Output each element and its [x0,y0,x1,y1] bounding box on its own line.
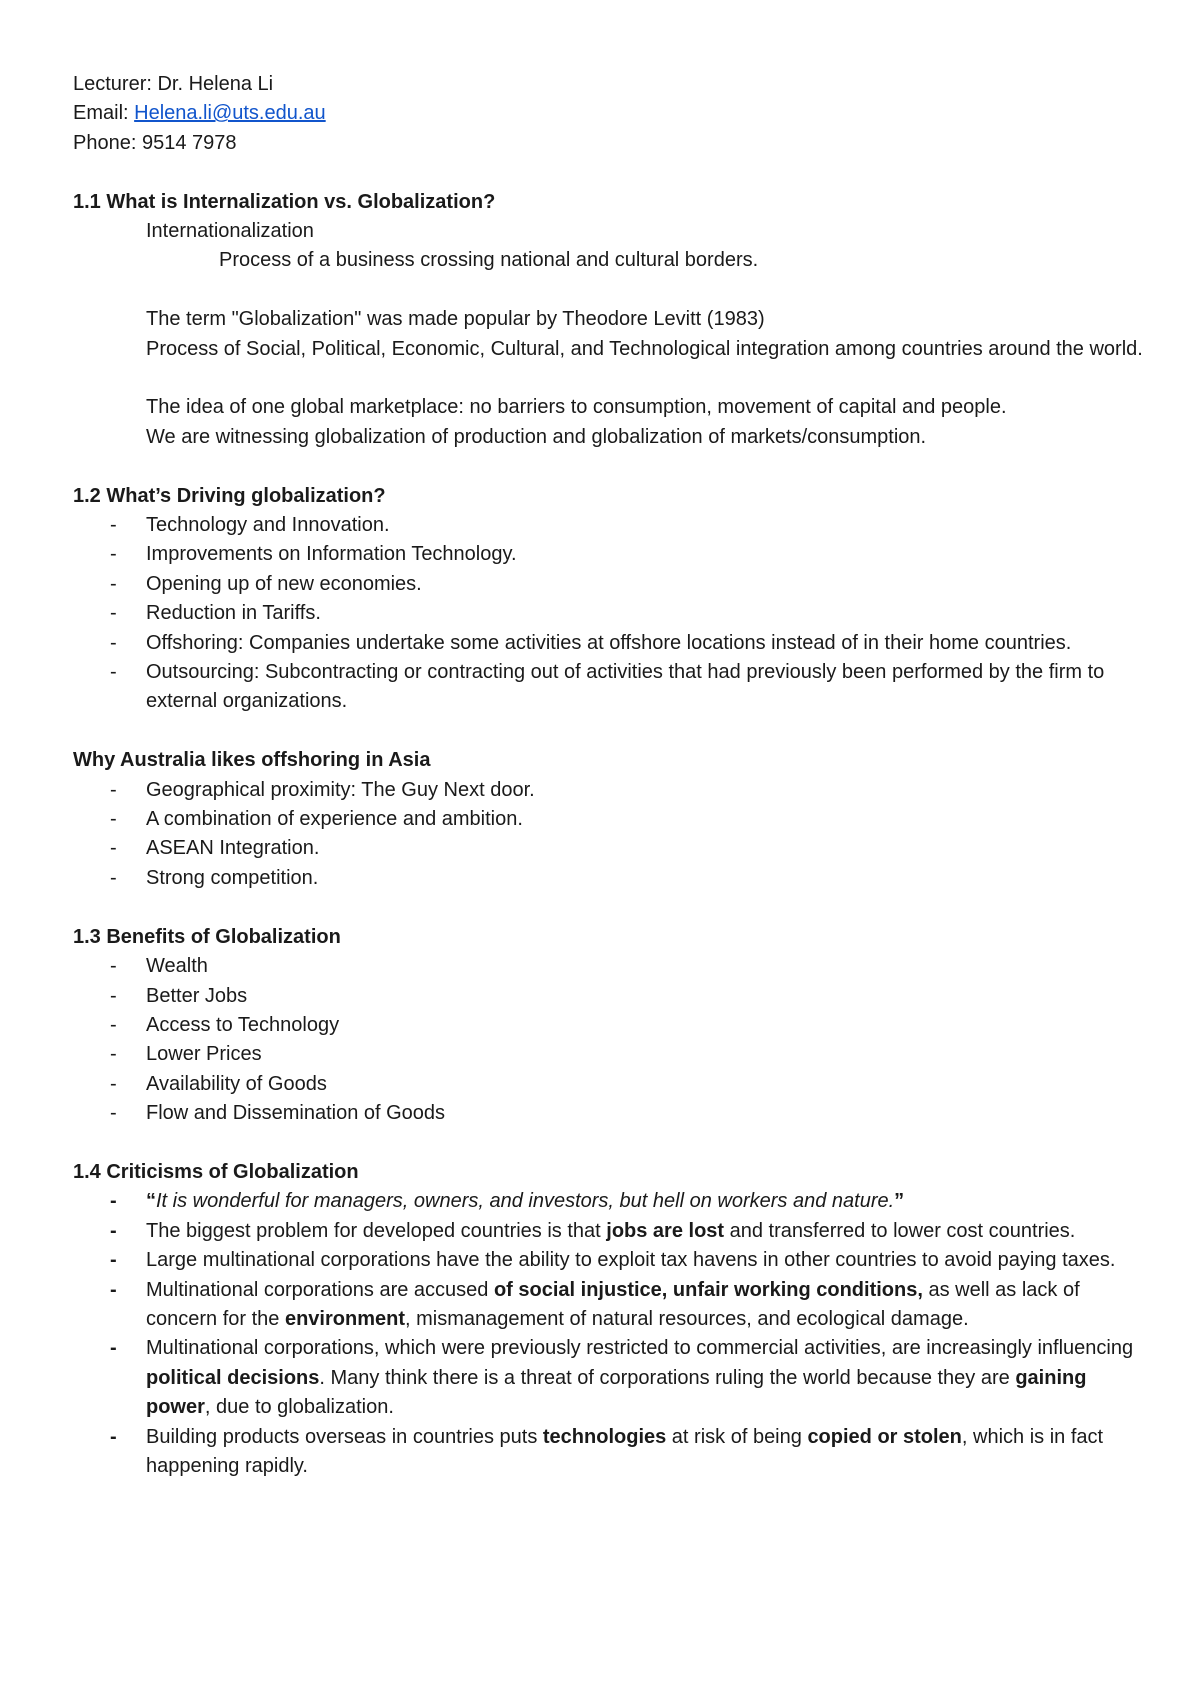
list-item: - Large multinational corporations have the ability to exploit tax havens in other countries to avoid paying taxes. [73,1246,1153,1275]
internationalization-definition: Process of a business crossing national and cultural borders. [219,249,759,272]
list-item: - Improvements on Information Technology. [73,540,1153,569]
document-body [73,70,1153,1481]
list-item [73,1187,1153,1216]
text-run: . Many think there is a threat of corporations ruling the world because they are [319,1366,1016,1389]
spacer [73,364,1153,393]
email-link[interactable]: Helena.li@uts.edu.au [134,102,326,125]
spacer [73,717,1153,746]
list-item: - Better Jobs [73,982,1153,1011]
spacer [73,893,1153,922]
section-1-4-heading: 1.4 Criticisms of Globalization [73,1160,359,1183]
text-run: as well as lack of concern for the [146,1278,1080,1330]
list-item: - Access to Technology [73,1011,1153,1040]
section-1-3-heading: 1.3 Benefits of Globalization [73,925,341,948]
quote-text: It is wonderful for managers, owners, and investors, but hell on workers and nature. [156,1190,895,1213]
emphasis: gaining power [146,1366,1087,1419]
list-item: - A combination of experience and ambition. [73,805,1153,834]
lecturer-line: Lecturer: Dr. Helena Li [73,73,274,95]
emphasis: technologies [542,1425,667,1448]
emphasis: environment [284,1307,405,1330]
text-run: at risk of being [666,1425,808,1448]
list-item: - Technology and Innovation. [73,511,1153,540]
text-run: , which is in fact happening rapidly. [146,1425,1104,1477]
quote-open-mark: “ [146,1190,156,1213]
text-run: Multinational corporations are accused [146,1278,494,1301]
list-item [73,1423,1153,1482]
text-run: and transferred to lower cost countries. [724,1219,1076,1242]
section-1-2-heading: 1.2 What’s Driving globalization? [73,484,386,507]
spacer [73,158,1153,187]
spacer [73,276,1153,305]
section-1-1-heading: 1.1 What is Internalization vs. Globalization? [73,190,496,213]
list-item: - Availability of Goods [73,1070,1153,1099]
text-run: Multinational corporations, which were previously restricted to commercial activities, are increasingly influencing [146,1337,1134,1360]
globalization-process: Process of Social, Political, Economic, Cultural, and Technological integration among countries around the world. [146,337,1143,360]
list-item: - Opening up of new economies. [73,570,1153,599]
quote-close-mark: ” [894,1190,905,1213]
internationalization-term: Internationalization [146,220,314,243]
australia-list [73,776,1153,894]
list-item: - Flow and Dissemination of Goods [73,1099,1153,1128]
list-item: - Geographical proximity: The Guy Next door. [73,776,1153,805]
benefits-list [73,952,1153,1128]
text-run: The biggest problem for developed countries is that [146,1219,607,1242]
text-run: , due to globalization. [204,1396,394,1419]
emphasis: jobs are lost [606,1219,725,1242]
levitt-line: The term "Globalization" was made popular by Theodore Levitt (1983) [146,308,765,331]
list-item [73,1276,1153,1335]
list-item [73,1334,1153,1422]
emphasis: copied or stolen [807,1425,962,1448]
email-line [73,99,1153,128]
global-marketplace-idea: The idea of one global marketplace: no barriers to consumption, movement of capital and people. [146,396,1007,419]
phone-line: Phone: 9514 7978 [73,131,237,154]
list-item: - Wealth [73,952,1153,981]
emphasis: political decisions [146,1366,320,1389]
spacer [73,452,1153,481]
list-item: - Strong competition. [73,864,1153,893]
list-item: - Reduction in Tariffs. [73,599,1153,628]
list-item [73,1217,1153,1246]
spacer [73,1129,1153,1158]
list-item: - ASEAN Integration. [73,834,1153,863]
text-run: Building products overseas in countries puts [146,1425,543,1448]
email-label: Email: [73,102,135,125]
list-item: - Offshoring: Companies undertake some activities at offshore locations instead of in their home countries. [73,629,1153,658]
drivers-list [73,511,1153,717]
text-run: , mismanagement of natural resources, and ecological damage. [405,1307,969,1330]
list-item: - Lower Prices [73,1040,1153,1069]
criticisms-list [73,1187,1153,1481]
list-item: - Outsourcing: Subcontracting or contracting out of activities that had previously been performed by the firm to external organizations. [73,658,1153,717]
australia-heading: Why Australia likes offshoring in Asia [73,749,431,772]
emphasis: of social injustice, unfair working conditions, [493,1278,923,1301]
witnessing-globalization: We are witnessing globalization of production and globalization of markets/consumption. [146,425,927,448]
